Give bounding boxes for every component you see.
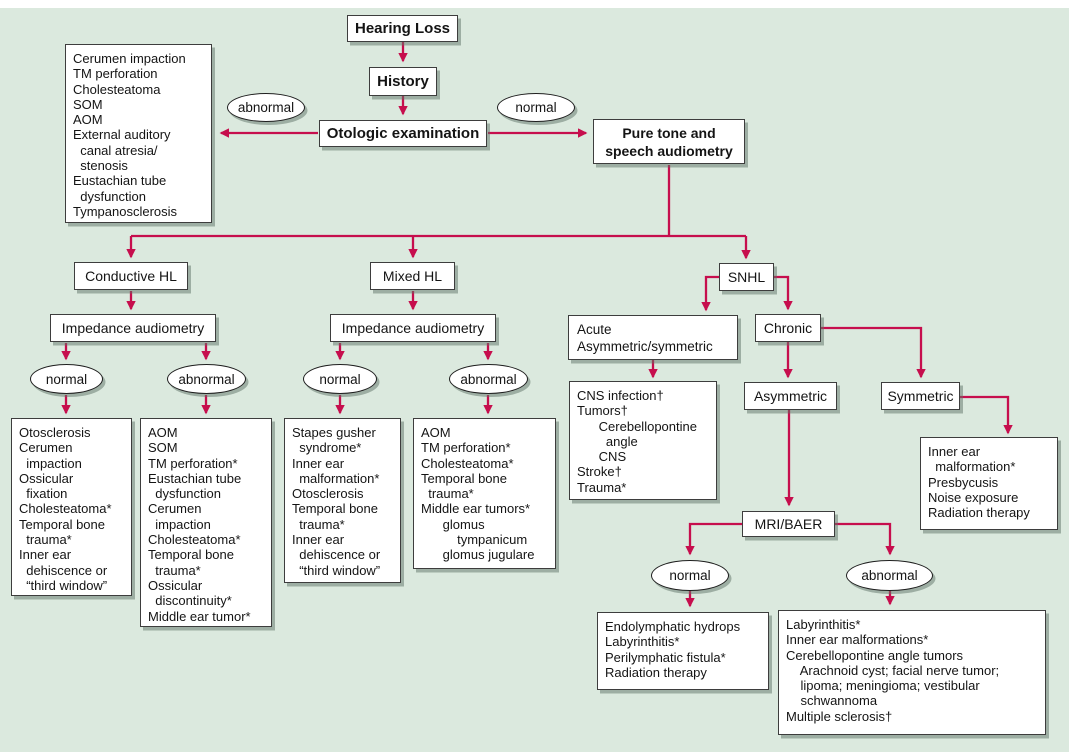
- line: Labyrinthitis*: [786, 617, 861, 632]
- line: trauma*: [421, 486, 474, 502]
- line: Tumors†: [577, 403, 628, 419]
- node-hearing-loss: Hearing Loss: [347, 15, 458, 42]
- line: TM perforation*: [148, 455, 238, 471]
- line: trauma*: [148, 562, 201, 578]
- line: TM perforation: [73, 66, 158, 82]
- node-snhl: SNHL: [719, 263, 774, 291]
- line: External auditory: [73, 127, 171, 143]
- line: SOM: [73, 96, 103, 112]
- node-conductive-hl: Conductive HL: [74, 262, 188, 290]
- line: trauma*: [19, 532, 72, 548]
- node-otologic-examination: Otologic examination: [319, 120, 487, 147]
- line: Presbycusis: [928, 474, 999, 490]
- line: Tympanosclerosis: [73, 203, 178, 219]
- line: Labyrinthitis*: [605, 634, 680, 650]
- line: Stapes gusher: [292, 425, 376, 440]
- node-symmetric-causes: [920, 437, 1058, 530]
- line: AOM: [421, 425, 451, 440]
- line: Cerumen impaction: [73, 51, 186, 66]
- line: Inner ear: [292, 532, 345, 548]
- line: Temporal bone: [148, 547, 234, 563]
- line: Inner ear malformations*: [786, 632, 929, 648]
- line: SOM: [148, 440, 178, 456]
- node-mixed-abnormal-causes: [413, 418, 556, 569]
- node-acute: [568, 315, 738, 360]
- line: Eustachian tube: [73, 173, 167, 189]
- line: “third window”: [292, 562, 381, 578]
- line: lipoma; meningioma; vestibular: [786, 678, 980, 694]
- oval-abnormal-mid: abnormal: [449, 364, 528, 394]
- line: Trauma*: [577, 479, 627, 495]
- line: Noise exposure: [928, 489, 1019, 505]
- line: Asymmetric/symmetric: [577, 338, 713, 354]
- line: stenosis: [73, 158, 128, 174]
- line: Middle ear tumors*: [421, 501, 531, 517]
- node-mixed-normal-causes: [284, 418, 401, 583]
- line: CNS infection†: [577, 388, 664, 403]
- oval-abnormal-bottom: abnormal: [846, 560, 933, 591]
- oval-abnormal-left: abnormal: [167, 364, 246, 394]
- line: fixation: [19, 486, 68, 502]
- line: CNS: [577, 449, 627, 465]
- line: Radiation therapy: [928, 505, 1030, 521]
- line: dehiscence or: [19, 562, 108, 578]
- line: canal atresia/: [73, 142, 158, 158]
- line: Arachnoid cyst; facial nerve tumor;: [786, 662, 1000, 678]
- line: Acute: [577, 321, 612, 337]
- line: Multiple sclerosis†: [786, 708, 893, 724]
- node-otologic-abnormal-findings: [65, 44, 212, 223]
- line: AOM: [148, 425, 178, 440]
- line: Pure tone and: [622, 124, 716, 141]
- line: Cholesteatoma*: [148, 532, 241, 548]
- line: Temporal bone: [421, 470, 507, 486]
- line: Inner ear: [292, 455, 345, 471]
- line: glomus: [421, 516, 485, 532]
- oval-normal-top: normal: [497, 93, 575, 122]
- line: AOM: [73, 112, 103, 128]
- line: Ossicular: [19, 470, 74, 486]
- oval-normal-bottom: normal: [651, 560, 729, 591]
- line: malformation*: [292, 470, 380, 486]
- line: Endolymphatic hydrops: [605, 619, 741, 634]
- node-chronic: Chronic: [755, 314, 821, 342]
- line: Middle ear tumor*: [148, 608, 251, 624]
- node-pure-tone-audiometry: [593, 119, 745, 164]
- node-history: History: [369, 67, 437, 96]
- line: Radiation therapy: [605, 664, 707, 680]
- line: speech audiometry: [605, 142, 733, 159]
- node-asymmetric: Asymmetric: [744, 382, 837, 410]
- node-impedance-audiometry-mid: Impedance audiometry: [330, 314, 496, 342]
- line: Ossicular: [148, 577, 203, 593]
- line: Cerumen: [19, 440, 73, 456]
- node-conductive-abnormal-causes: [140, 418, 272, 627]
- line: Otosclerosis: [19, 425, 91, 440]
- line: schwannoma: [786, 693, 878, 709]
- line: Cholesteatoma: [73, 81, 161, 97]
- line: trauma*: [292, 516, 345, 532]
- line: Temporal bone: [292, 501, 378, 517]
- line: Cerebellopontine: [577, 418, 697, 434]
- line: discontinuity*: [148, 593, 232, 609]
- oval-normal-mid: normal: [303, 364, 377, 394]
- node-impedance-audiometry-left: Impedance audiometry: [50, 314, 216, 342]
- line: Perilymphatic fistula*: [605, 649, 726, 665]
- line: Temporal bone: [19, 516, 105, 532]
- line: dysfunction: [73, 188, 146, 204]
- line: tympanicum: [421, 532, 528, 548]
- node-symmetric: Symmetric: [881, 382, 960, 410]
- line: Cerumen: [148, 501, 202, 517]
- line: syndrome*: [292, 440, 362, 456]
- line: impaction: [19, 455, 82, 471]
- line: impaction: [148, 516, 211, 532]
- line: dehiscence or: [292, 547, 381, 563]
- line: Stroke†: [577, 464, 622, 480]
- line: Otosclerosis: [292, 486, 364, 502]
- node-mixed-hl: Mixed HL: [370, 262, 455, 290]
- node-acute-causes: [569, 381, 717, 500]
- line: Inner ear: [19, 547, 72, 563]
- node-mri-baer: MRI/BAER: [742, 511, 835, 537]
- line: malformation*: [928, 459, 1016, 475]
- oval-abnormal-top: abnormal: [227, 93, 305, 122]
- node-mri-normal-causes: [597, 612, 769, 690]
- line: glomus jugulare: [421, 547, 535, 563]
- line: angle: [577, 433, 638, 449]
- oval-normal-left: normal: [30, 364, 103, 394]
- line: Cerebellopontine angle tumors: [786, 647, 964, 663]
- node-mri-abnormal-causes: [778, 610, 1046, 735]
- line: Cholesteatoma*: [421, 455, 514, 471]
- line: Cholesteatoma*: [19, 501, 112, 517]
- line: dysfunction: [148, 486, 221, 502]
- node-conductive-normal-causes: [11, 418, 132, 596]
- line: Inner ear: [928, 444, 981, 459]
- line: Eustachian tube: [148, 470, 242, 486]
- line: “third window”: [19, 577, 108, 593]
- line: TM perforation*: [421, 440, 511, 456]
